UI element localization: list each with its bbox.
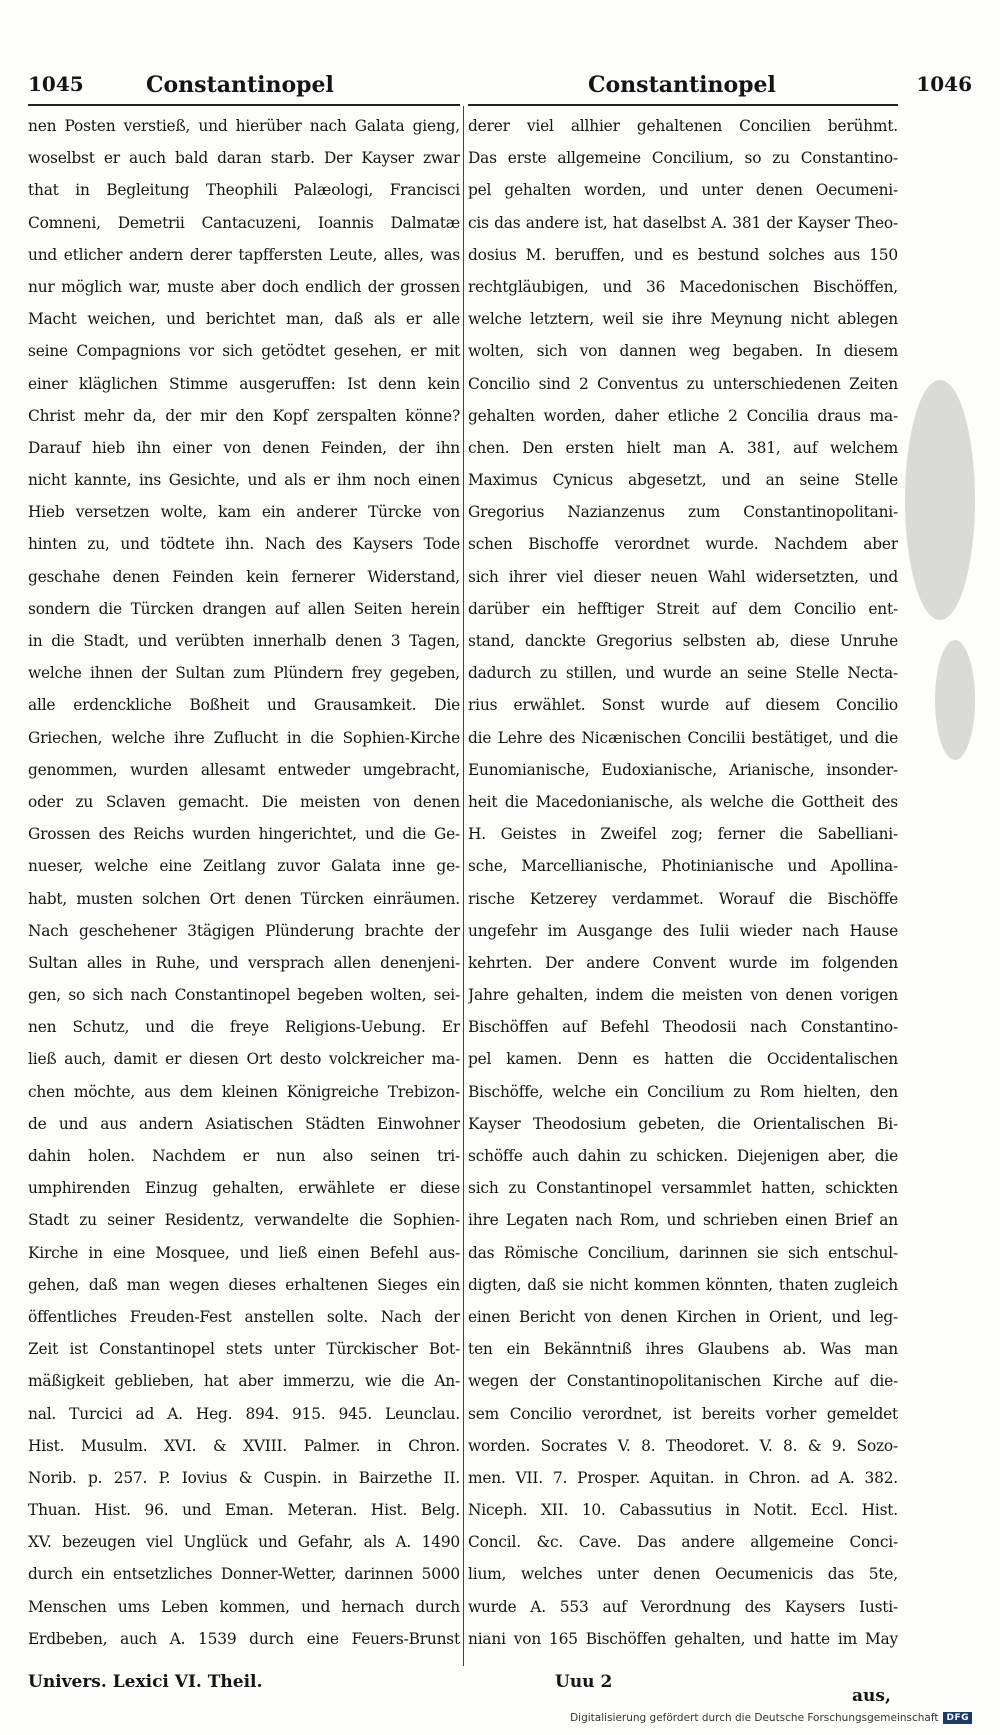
text-line: digten, daß sie nicht kommen könnten, thaten zugleich: [468, 1275, 898, 1294]
text-line: chen. Den ersten hielt man A. 381, auf welchem: [468, 438, 898, 457]
text-line: Das erste allgemeine Concilium, so zu Constantino-: [468, 149, 898, 168]
text-line: gen, so sich nach Constantinopel begeben wolten, sei-: [28, 986, 460, 1005]
text-line: gehalten worden, daher etliche 2 Concilia draus ma-: [468, 406, 898, 425]
running-title-right: Constantinopel: [588, 72, 776, 98]
text-line: Hist. Musulm. XVI. & XVIII. Palmer. in Chron.: [28, 1436, 460, 1455]
text-line: darüber ein hefftiger Streit auf dem Concilio ent-: [468, 599, 898, 618]
text-line: nen Posten verstieß, und hierüber nach Galata gieng,: [28, 117, 460, 135]
text-line: wegen der Constantinopolitanischen Kirche auf die-: [468, 1372, 898, 1391]
text-line: men. VII. 7. Prosper. Aquitan. in Chron. ad A. 382.: [468, 1468, 898, 1487]
text-line: Zeit ist Constantinopel stets unter Türckischer Bot-: [28, 1340, 460, 1359]
text-line: sche, Marcellianische, Photinianische und Apollina-: [468, 857, 898, 876]
text-line: XV. bezeugen viel Unglück und Gefahr, als A. 1490: [28, 1533, 460, 1552]
text-line: Nach geschehener 3tägigen Plünderung brachte der: [28, 921, 460, 940]
text-line: oder zu Sclaven gemacht. Die meisten von denen: [28, 792, 460, 811]
text-line: mäßigkeit geblieben, hat aber immerzu, wie die An-: [28, 1372, 460, 1391]
text-line: wurde A. 553 auf Verordnung des Kaysers Iusti-: [468, 1597, 898, 1616]
text-line: nicht kannte, ins Gesichte, und als er ihm noch einen: [28, 471, 460, 490]
text-line: sich ihrer viel dieser neuen Wahl widersetzten, und: [468, 567, 898, 586]
credit-text: Digitalisierung gefördert durch die Deutsche Forschungsgemeinschaft: [570, 1712, 939, 1724]
running-title-left: Constantinopel: [146, 72, 334, 98]
right-column: [468, 110, 898, 1662]
text-line: habt, musten solchen Ort denen Türcken einräumen.: [28, 889, 460, 908]
text-line: rechtgläubigen, und 36 Macedonischen Bischöffen,: [468, 277, 898, 296]
text-line: Menschen ums Leben kommen, und hernach durch: [28, 1597, 460, 1616]
text-line: Norib. p. 257. P. Iovius & Cuspin. in Bairzethe II.: [28, 1468, 460, 1487]
text-line: worden. Socrates V. 8. Theodoret. V. 8. & 9. Sozo-: [468, 1436, 898, 1455]
text-line: stand, danckte Gregorius selbsten ab, diese Unruhe: [468, 632, 898, 650]
text-line: dahin holen. Nachdem er nun also seinen tri-: [28, 1147, 460, 1165]
header-rule-right: [468, 104, 898, 106]
text-line: derer viel allhier gehaltenen Concilien berühmt.: [468, 117, 898, 135]
text-line: cis das andere ist, hat daselbst A. 381 der Kayser Theo-: [468, 213, 898, 232]
text-line: genommen, wurden allesamt entweder umgebracht,: [28, 760, 460, 779]
text-line: kehrten. Der andere Convent wurde im folgenden: [468, 953, 898, 972]
column-divider: [463, 106, 464, 1666]
text-line: einen Bericht von denen Kirchen in Orient, und leg-: [468, 1307, 898, 1326]
page-header: [28, 72, 972, 106]
text-line: sondern die Türcken drangen auf allen Seiten herein: [28, 599, 460, 618]
text-line: that in Begleitung Theophili Palæologi, Francisci: [28, 181, 460, 200]
text-line: Thuan. Hist. 96. und Eman. Meteran. Hist. Belg.: [28, 1501, 460, 1520]
text-line: de und aus andern Asiatischen Städten Einwohner: [28, 1114, 460, 1133]
text-line: in die Stadt, und verübten innerhalb denen 3 Tagen,: [28, 632, 460, 650]
text-line: nueser, welche eine Zeitlang zuvor Galata inne ge-: [28, 857, 460, 876]
text-line: Grossen des Reichs wurden hingerichtet, und die Ge-: [28, 825, 460, 844]
text-line: nur möglich war, muste aber doch endlich der grossen: [28, 277, 460, 296]
text-line: dadurch zu stillen, und wurde an seine Stelle Necta-: [468, 664, 898, 683]
text-line: ten ein Bekänntniß ihres Glaubens ab. Was man: [468, 1340, 898, 1359]
text-line: H. Geistes in Zweifel zog; ferner die Sabelliani-: [468, 825, 898, 844]
text-line: pel gehalten worden, und unter denen Oecumeni-: [468, 181, 898, 200]
text-line: [28, 1655, 460, 1662]
text-line: welche ihnen der Sultan zum Plündern frey gegeben,: [28, 664, 460, 683]
text-line: sich zu Constantinopel versammlet hatten, schickten: [468, 1179, 898, 1198]
text-line: chen möchte, aus dem kleinen Königreiche Trebizon-: [28, 1082, 460, 1101]
text-line: Christ mehr da, der mir den Kopf zerspalten könne?: [28, 406, 460, 425]
page-number-left: 1045: [28, 72, 84, 96]
text-line: Kirche in eine Mosquee, und ließ einen Befehl aus-: [28, 1243, 460, 1262]
text-line: Bischöffe, welche ein Concilium zu Rom hielten, den: [468, 1082, 898, 1101]
scan-smudge: [905, 380, 975, 620]
text-line: Hieb versetzen wolte, kam ein anderer Türcke von: [28, 503, 460, 522]
text-line: seine Compagnions vor sich getödtet gesehen, er mit: [28, 342, 460, 361]
text-line: ihre Legaten nach Rom, und schrieben einen Brief an: [468, 1211, 898, 1230]
text-line: Concil. &c. Cave. Das andere allgemeine Conci-: [468, 1533, 898, 1552]
text-line: schöffe auch dahin zu schicken. Diejenigen aber, die: [468, 1147, 898, 1165]
text-line: Maximus Cynicus abgesetzt, und an seine Stelle: [468, 471, 898, 490]
text-line: woselbst er auch bald daran starb. Der Kayser zwar: [28, 149, 460, 168]
text-line: heit die Macedonianische, als welche die Gottheit des: [468, 792, 898, 811]
footer-signature-mark: Uuu 2: [555, 1672, 613, 1692]
text-line: Concilio sind 2 Conventus zu unterschiedenen Zeiten: [468, 374, 898, 393]
text-line: alle erdenckliche Boßheit und Grausamkeit. Die: [28, 696, 460, 715]
digitization-credit: [570, 1712, 972, 1724]
text-line: Macht weichen, und berichtet man, daß als er alle: [28, 310, 460, 329]
scan-smudge: [935, 640, 975, 760]
text-line: wolten, sich von dannen weg begaben. In diesem: [468, 342, 898, 361]
text-line: durch ein entsetzliches Donner-Wetter, darinnen 5000: [28, 1565, 460, 1584]
text-line: rius erwählet. Sonst wurde auf diesem Concilio: [468, 696, 898, 715]
page-number-right: 1046: [916, 72, 972, 96]
text-line: und etlicher andern derer tapffersten Leute, alles, was: [28, 245, 460, 264]
text-line: Sultan alles in Ruhe, und versprach allen denenjeni-: [28, 953, 460, 972]
text-line: Comneni, Demetrii Cantacuzeni, Ioannis Dalmatæ: [28, 213, 460, 232]
text-line: Gregorius Nazianzenus zum Constantinopolitani-: [468, 503, 898, 522]
text-line: Darauf hieb ihn einer von denen Feinden, der ihn: [28, 438, 460, 457]
text-line: lium, welches unter denen Oecumenicis das 5te,: [468, 1565, 898, 1584]
text-line: welche letztern, weil sie ihre Meynung nicht ablegen: [468, 310, 898, 329]
text-line: rische Ketzerey verdammet. Worauf die Bischöffe: [468, 889, 898, 908]
text-line: Jahre gehalten, indem die meisten von denen vorigen: [468, 986, 898, 1005]
text-line: hinten zu, und tödtete ihn. Nach des Kaysers Tode: [28, 535, 460, 554]
text-line: niani von 165 Bischöffen gehalten, und hatte im May: [468, 1629, 898, 1648]
text-line: die Lehre des Nicænischen Concilii bestätiget, und die: [468, 728, 898, 747]
footer-catchword: aus,: [852, 1686, 891, 1706]
text-line: ließ auch, damit er diesen Ort desto volckreicher ma-: [28, 1050, 460, 1069]
text-line: Kayser Theodosium gebeten, die Orientalischen Bi-: [468, 1114, 898, 1133]
dfg-logo-icon: DFG: [943, 1712, 972, 1724]
text-line: schen Bischoffe verordnet wurde. Nachdem aber: [468, 535, 898, 554]
text-line: einer kläglichen Stimme ausgeruffen: Ist denn kein: [28, 374, 460, 393]
text-line: pel kamen. Denn es hatten die Occidentalischen: [468, 1050, 898, 1069]
text-line: dosius M. beruffen, und es bestund solches aus 150: [468, 245, 898, 264]
text-line: sem Concilio verordnet, ist bereits vorher gemeldet: [468, 1404, 898, 1423]
text-line: Niceph. XII. 10. Cabassutius in Notit. Eccl. Hist.: [468, 1501, 898, 1520]
footer-volume-note: Univers. Lexici VI. Theil.: [28, 1672, 263, 1692]
text-line: ungefehr im Ausgange des Iulii wieder nach Hause: [468, 921, 898, 940]
text-line: Eunomianische, Eudoxianische, Arianische, insonder-: [468, 760, 898, 779]
header-rule-left: [28, 104, 460, 106]
text-line: Bischöffen auf Befehl Theodosii nach Constantino-: [468, 1018, 898, 1037]
text-line: nal. Turcici ad A. Heg. 894. 915. 945. Leunclau.: [28, 1404, 460, 1423]
text-line: das Römische Concilium, darinnen sie sich entschul-: [468, 1243, 898, 1262]
text-line: Griechen, welche ihre Zuflucht in die Sophien-Kirche: [28, 728, 460, 747]
text-line: nen Schutz, und die freye Religions-Uebung. Er: [28, 1018, 460, 1037]
text-line: [468, 1655, 898, 1662]
text-line: gehen, daß man wegen dieses erhaltenen Sieges ein: [28, 1275, 460, 1294]
text-line: geschahe denen Feinden kein fernerer Widerstand,: [28, 567, 460, 586]
left-column: [28, 110, 460, 1662]
text-line: Stadt zu seiner Residentz, verwandelte die Sophien-: [28, 1211, 460, 1230]
text-line: umphirenden Einzug gehalten, erwählete er diese: [28, 1179, 460, 1198]
text-line: Erdbeben, auch A. 1539 durch eine Feuers-Brunst: [28, 1629, 460, 1648]
text-line: öffentliches Freuden-Fest anstellen solte. Nach der: [28, 1307, 460, 1326]
